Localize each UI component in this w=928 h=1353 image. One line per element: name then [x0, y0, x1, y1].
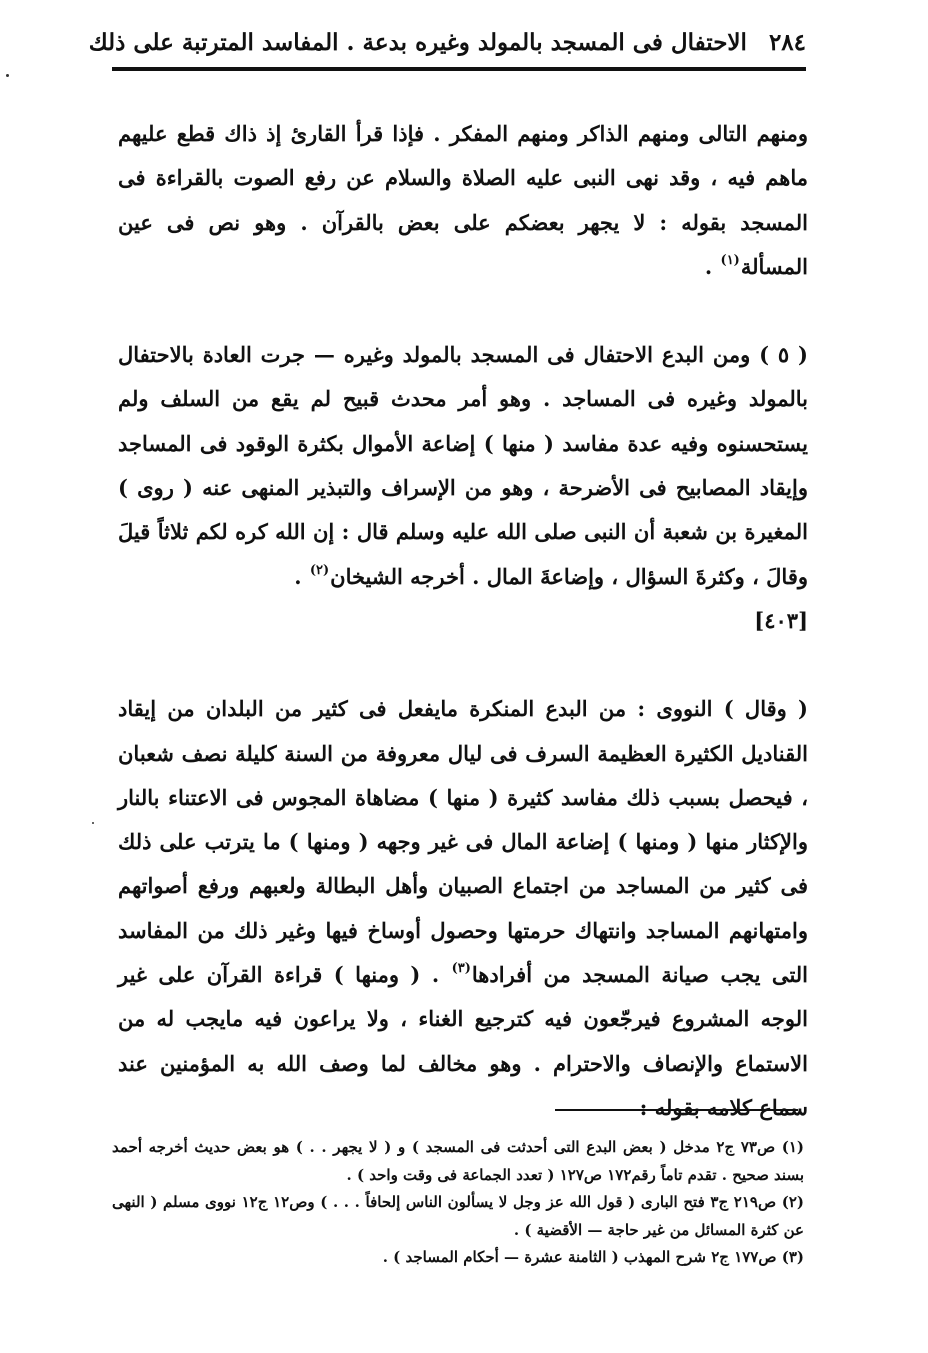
scan-speck	[6, 74, 9, 77]
paragraph-2	[118, 333, 808, 643]
footnote-separator	[555, 1109, 798, 1111]
page-number: ٢٨٤	[768, 28, 806, 56]
footnote-ref-2[interactable]: (٢)	[309, 562, 330, 578]
footnote-2: (٢) ص٢١٩ ج٣ فتح البارى ( قول الله عز وجل لا يسألون الناس إلحافاً . . . ) وص١٢ ج١٢ نووى مسلم ( النهى عن كثرة المسائل من غير حاجة — الأقضية ) .	[112, 1193, 804, 1239]
paragraph-1	[118, 112, 808, 289]
paragraph-3	[118, 687, 808, 1130]
scan-speck	[92, 822, 94, 824]
paragraph-3-text-b: . ( ومنها ) قراءة القرآن على غير الوجه المشروع فيرجّعون فيه كترجيع الغناء ، ولا يراعون فيه مايجب له من الاستماع والإنصاف والاحترام . وهو مخالف لما وصف الله به المؤمنين عند سماع كلامه بقوله :	[118, 962, 808, 1120]
paragraph-gap	[118, 289, 808, 333]
footnote-ref-1[interactable]: (١)	[720, 252, 740, 268]
main-text	[118, 112, 808, 1130]
footnote-1: (١) ص٧٣ ج٢ مدخل ( بعض البدع التى أحدثت فى المسجد ) و ( لا يجهر . . ) هو بعض حديث أخرجه أحمد بسند صحيح . تقدم تاماً رقم١٧٢ ص١٢٧ ( تعدد الجماعة فى وقت واحد ) .	[112, 1138, 804, 1184]
footnotes	[112, 1134, 804, 1272]
footnote-3: (٣) ص١٧٧ ج٢ شرح المهذب ( الثامنة عشرة — أحكام المساجد ) .	[382, 1248, 804, 1266]
running-title: الاحتفال فى المسجد بالمولد وغيره بدعة . المفاسد المترتبة على ذلك	[88, 28, 747, 56]
header-rule	[112, 67, 806, 71]
footnote-ref-3[interactable]: (٣)	[451, 961, 471, 977]
paragraph-3-text-a: ( وقال ) النووى : من البدع المنكرة مايفعل فى كثير من البلدان من إيقاد القناديل الكثيرة العظيمة السرف فى ليال معروفة من السنة كليلة نصف شعبان ، فيحصل بسبب ذلك مفاسد كثيرة ( منها ) مضاهاة المجوس فى الاعتناء بالنار والإكثار منها ( ومنها ) إضاعة المال فى غير وجهه ( ومنها ) ما يترتب على ذلك فى كثير من المساجد من اجتماع الصبيان وأهل البطالة ولعبهم ورفع أصواتهم وامتهانهم المساجد وانتهاك حرمتها وحصول أوساخ فيها وغير ذلك من المفاسد التى يجب صيانة المسجد من أفرادها	[118, 696, 809, 988]
paragraph-1-text: ومنهم التالى ومنهم الذاكر ومنهم المفكر . فإذا قرأ القارئ إذ ذاك قطع عليهم ماهم فيه ، وقد نهى النبى عليه الصلاة والسلام عن رفع الصوت بالقراءة فى المسجد بقوله : لا يجهر بعضكم على بعض بالقرآن . وهو نص فى عين المسألة	[118, 121, 808, 279]
reference-code: [٤٠٣]	[754, 607, 808, 633]
paragraph-2-end: .	[294, 563, 309, 589]
paragraph-gap	[118, 643, 808, 687]
page-header	[88, 22, 806, 62]
paragraph-2-text: ( ٥ ) ومن البدع الاحتفال فى المسجد بالمولد وغيره — جرت العادة بالاحتفال بالمولد وغيره فى المساجد . وهو أمر محدث قبيح لم يقع من السلف ولم يستحسنوه وفيه عدة مفاسد ( منها ) إضاعة الأموال بكثرة الوقود فى المساجد وإيقاد المصابيح فى الأضرحة ، وهو من الإسراف والتبذير المنهى عنه ( روى ) المغيرة بن شعبة أن النبى صلى الله عليه وسلم قال : إن الله كره لكم ثلاثاً قيلَ وقالَ ، وكثرةَ السؤال ، وإضاعةَ المال . أخرجه الشيخان	[118, 342, 808, 589]
paragraph-1-end: .	[704, 253, 720, 279]
